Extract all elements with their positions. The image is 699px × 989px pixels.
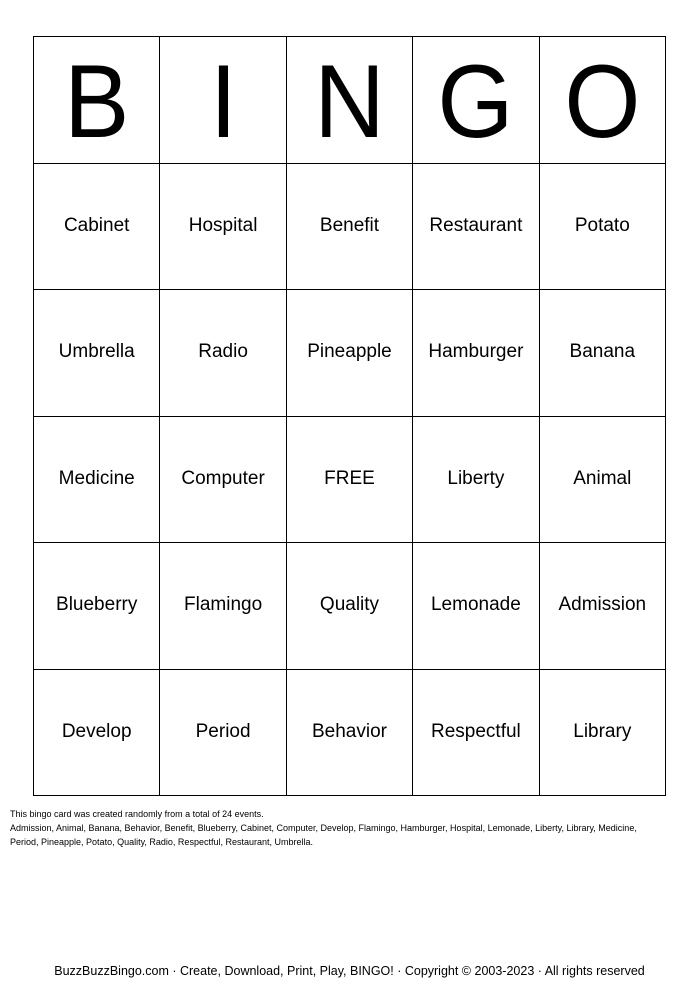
- bingo-cell: Quality: [287, 543, 413, 670]
- bingo-cell: Restaurant: [413, 164, 539, 291]
- bingo-card: [33, 36, 666, 796]
- header-letter-o: [540, 37, 666, 164]
- bingo-cell: Behavior: [287, 670, 413, 797]
- bingo-cell: Radio: [160, 290, 286, 417]
- bingo-cell: Blueberry: [34, 543, 160, 670]
- card-info-note: [10, 807, 690, 849]
- bingo-cell: Medicine: [34, 417, 160, 544]
- bingo-cell: Library: [540, 670, 666, 797]
- bingo-cell: Computer: [160, 417, 286, 544]
- note-line-1: This bingo card was created randomly from a total of 24 events.: [10, 809, 264, 819]
- header-letter-g-text: G: [437, 43, 514, 160]
- bingo-cell: Potato: [540, 164, 666, 291]
- bingo-cell: Pineapple: [287, 290, 413, 417]
- header-letter-n: [287, 37, 413, 164]
- header-letter-b: [34, 37, 160, 164]
- bingo-cell: Umbrella: [34, 290, 160, 417]
- bingo-cell: Respectful: [413, 670, 539, 797]
- bingo-cell: Flamingo: [160, 543, 286, 670]
- note-line-3: Period, Pineapple, Potato, Quality, Radio, Respectful, Restaurant, Umbrella.: [10, 837, 313, 847]
- bingo-cell: Develop: [34, 670, 160, 797]
- bingo-cell: Cabinet: [34, 164, 160, 291]
- header-letter-i: [160, 37, 286, 164]
- bingo-cell: Lemonade: [413, 543, 539, 670]
- header-letter-g: [413, 37, 539, 164]
- bingo-cell: Admission: [540, 543, 666, 670]
- free-space-cell: FREE: [287, 417, 413, 544]
- header-letter-o-text: O: [564, 43, 641, 160]
- bingo-cell: Period: [160, 670, 286, 797]
- bingo-cell: Benefit: [287, 164, 413, 291]
- bingo-cell: Liberty: [413, 417, 539, 544]
- bingo-cell: Animal: [540, 417, 666, 544]
- bingo-cell: Hospital: [160, 164, 286, 291]
- bingo-cell: Banana: [540, 290, 666, 417]
- bingo-cell: Hamburger: [413, 290, 539, 417]
- header-letter-i-text: I: [209, 43, 237, 160]
- header-letter-n-text: N: [314, 43, 385, 160]
- page-footer: BuzzBuzzBingo.com · Create, Download, Print, Play, BINGO! · Copyright © 2003-2023 · All rights reserved: [54, 964, 645, 978]
- note-line-2: Admission, Animal, Banana, Behavior, Benefit, Blueberry, Cabinet, Computer, Develop, Flamingo, Hamburger, Hospital, Lemonade, Liberty, Library, Medicine,: [10, 823, 637, 833]
- header-letter-b-text: B: [64, 43, 130, 160]
